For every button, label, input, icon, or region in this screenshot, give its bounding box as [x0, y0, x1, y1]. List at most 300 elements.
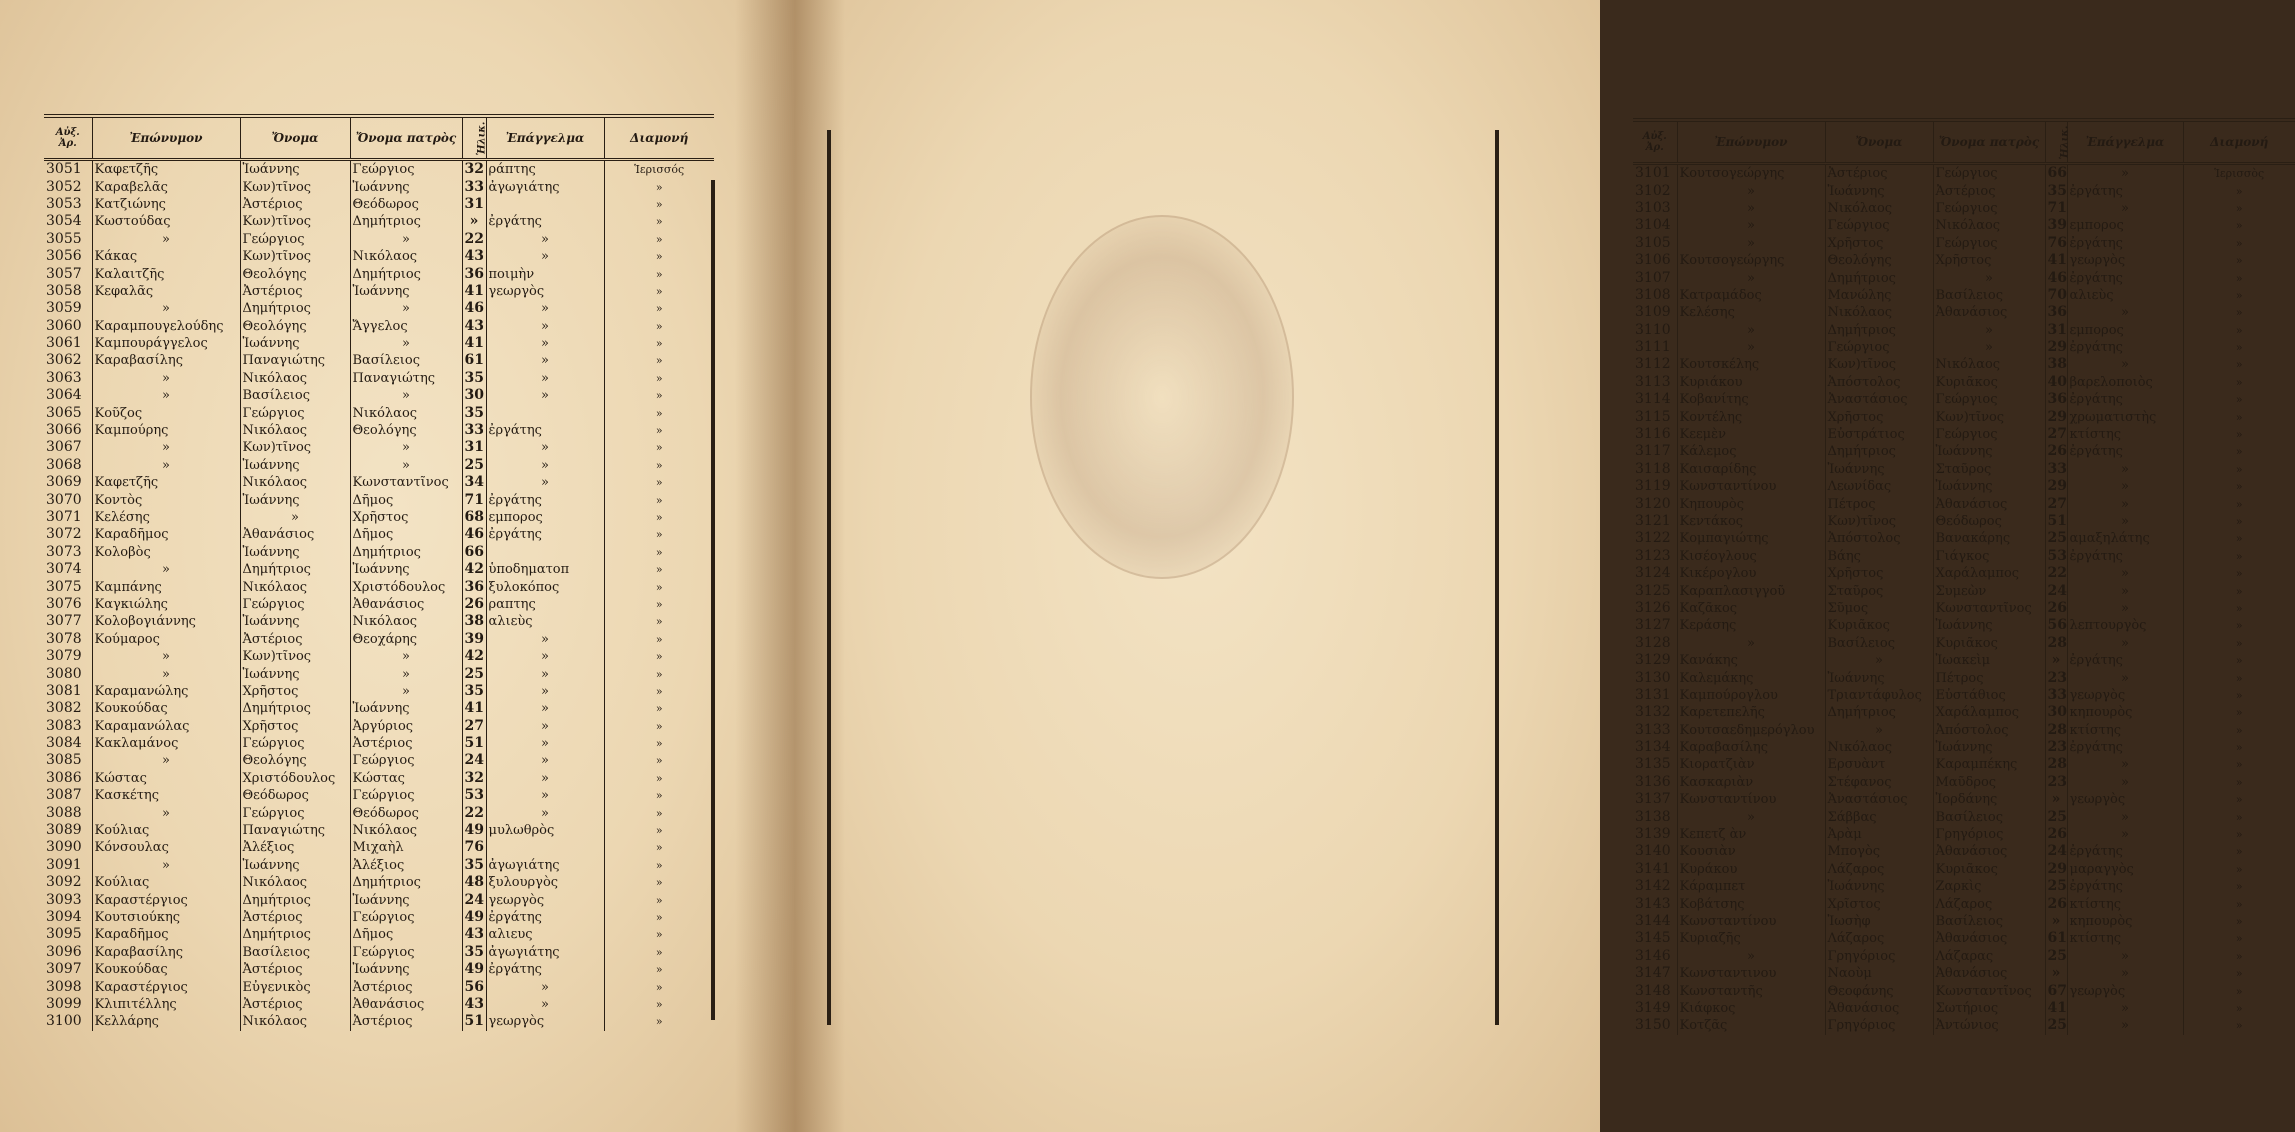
table-row: [44, 474, 714, 491]
first-name-cell: Θεολόγης: [240, 752, 350, 769]
age-cell: 51: [2045, 513, 2067, 530]
residence-cell: »: [2183, 565, 2295, 582]
table-row: [44, 213, 714, 230]
age-cell: 66: [462, 544, 486, 561]
residence-cell: »: [604, 231, 714, 248]
first-name-cell: Γεώργιος: [1825, 217, 1933, 234]
header-profession: Ἐπάγγελμα: [486, 116, 604, 160]
profession-cell: »: [486, 335, 604, 352]
profession-cell: »: [2067, 948, 2183, 965]
profession-cell: ἐργάτης: [2067, 235, 2183, 252]
residence-cell: »: [2183, 322, 2295, 339]
surname-cell: »: [1677, 339, 1825, 356]
surname-cell: Κούλιας: [92, 822, 240, 839]
record-number: 3137: [1635, 791, 1671, 808]
header-residence: Διαμονή: [2183, 120, 2295, 164]
age-cell: 33: [2045, 461, 2067, 478]
surname-cell: »: [92, 387, 240, 404]
surname-cell: »: [1677, 948, 1825, 965]
surname-cell: Κομπαγιώτης: [1677, 530, 1825, 547]
surname-cell: »: [92, 439, 240, 456]
father-name-cell: Θεόδωρος: [350, 196, 462, 213]
first-name-cell: Νικόλαος: [240, 874, 350, 891]
father-name-cell: Δῆμος: [350, 526, 462, 543]
table-row: [44, 248, 714, 265]
profession-cell: »: [2067, 304, 2183, 321]
surname-cell: Κεντάκος: [1677, 513, 1825, 530]
father-name-cell: Μαῦδρος: [1933, 774, 2045, 791]
profession-cell: ἐργάτης: [486, 909, 604, 926]
age-cell: 36: [462, 265, 486, 282]
record-number: 3101: [1635, 165, 1671, 182]
surname-cell: Καραμανώλης: [92, 683, 240, 700]
residence-cell: »: [604, 439, 714, 456]
surname-cell: Καραμανώλας: [92, 718, 240, 735]
age-cell: 24: [462, 891, 486, 908]
profession-cell: αλιεὺς: [486, 613, 604, 630]
age-cell: 41: [462, 700, 486, 717]
surname-cell: Καισαρίδης: [1677, 461, 1825, 478]
profession-cell: ξυλοκόπος: [486, 578, 604, 595]
father-name-cell: Νικόλαος: [350, 404, 462, 421]
surname-cell: »: [92, 648, 240, 665]
father-name-cell: Γεώργιος: [1933, 391, 2045, 408]
surname-cell: Καμπάνης: [92, 578, 240, 595]
first-name-cell: Ἰωάννης: [240, 491, 350, 508]
father-name-cell: »: [350, 387, 462, 404]
age-cell: 38: [462, 613, 486, 630]
residence-cell: »: [604, 857, 714, 874]
first-name-cell: »: [240, 509, 350, 526]
table-row: [1633, 200, 2295, 217]
first-name-cell: Κυριᾶκος: [1825, 617, 1933, 634]
surname-cell: Καζᾶκος: [1677, 600, 1825, 617]
profession-cell: »: [486, 370, 604, 387]
age-cell: 36: [2045, 304, 2067, 321]
profession-cell: ἐργάτης: [2067, 843, 2183, 860]
residence-cell: »: [604, 909, 714, 926]
record-number: 3143: [1635, 895, 1671, 912]
residence-cell: »: [604, 248, 714, 265]
age-cell: 42: [462, 561, 486, 578]
record-number: 3103: [1635, 199, 1671, 216]
record-number: 3061: [46, 335, 82, 352]
surname-cell: Κοτζᾶς: [1677, 1017, 1825, 1034]
table-row: [1633, 1017, 2295, 1034]
profession-cell: »: [486, 300, 604, 317]
table-row: [1633, 530, 2295, 547]
table-row: [1633, 791, 2295, 808]
record-number: 3080: [46, 665, 82, 682]
residence-cell: »: [604, 178, 714, 195]
residence-cell: »: [604, 996, 714, 1013]
record-number: 3141: [1635, 860, 1671, 877]
age-cell: »: [2045, 791, 2067, 808]
father-name-cell: »: [350, 439, 462, 456]
residence-cell: »: [604, 665, 714, 682]
surname-cell: »: [1677, 808, 1825, 825]
record-number: 3109: [1635, 304, 1671, 321]
father-name-cell: Ἀθανάσιος: [350, 996, 462, 1013]
age-cell: »: [462, 213, 486, 230]
profession-cell: [486, 404, 604, 421]
father-name-cell: Κωνσταντῖνος: [1933, 982, 2045, 999]
age-cell: »: [2045, 965, 2067, 982]
record-number: 3067: [46, 439, 82, 456]
age-cell: 29: [2045, 339, 2067, 356]
first-name-cell: Ἀθανάσιος: [1825, 1000, 1933, 1017]
profession-cell: [486, 196, 604, 213]
first-name-cell: Ἀστέριος: [240, 961, 350, 978]
first-name-cell: Ἀπόστολος: [1825, 374, 1933, 391]
profession-cell: »: [486, 978, 604, 995]
first-name-cell: Βάης: [1825, 548, 1933, 565]
profession-cell: »: [2067, 635, 2183, 652]
age-cell: 71: [462, 491, 486, 508]
age-cell: 76: [2045, 235, 2067, 252]
residence-cell: »: [604, 735, 714, 752]
table-row: [1633, 426, 2295, 443]
residence-cell: »: [2183, 826, 2295, 843]
record-number: 3146: [1635, 947, 1671, 964]
profession-cell: ράπτης: [486, 160, 604, 179]
father-name-cell: Ἀθανάσιος: [1933, 843, 2045, 860]
record-number: 3083: [46, 717, 82, 734]
surname-cell: Κυράκου: [1677, 861, 1825, 878]
record-number: 3106: [1635, 252, 1671, 269]
age-cell: 30: [462, 387, 486, 404]
first-name-cell: Ἀναστάσιος: [1825, 391, 1933, 408]
table-row: [44, 404, 714, 421]
table-row: [44, 578, 714, 595]
residence-cell: »: [2183, 478, 2295, 495]
record-number: 3079: [46, 648, 82, 665]
profession-cell: »: [2067, 461, 2183, 478]
profession-cell: ἐργάτης: [486, 422, 604, 439]
profession-cell: »: [2067, 826, 2183, 843]
record-number: 3149: [1635, 999, 1671, 1016]
table-row: [44, 160, 714, 179]
age-cell: 23: [2045, 774, 2067, 791]
table-row: [1633, 843, 2295, 860]
first-name-cell: Δημήτριος: [1825, 269, 1933, 286]
age-cell: 28: [2045, 722, 2067, 739]
residence-cell: »: [2183, 304, 2295, 321]
father-name-cell: Θεόδωρος: [350, 804, 462, 821]
surname-cell: Κολοβὸς: [92, 544, 240, 561]
table-row: [1633, 391, 2295, 408]
surname-cell: Κουτσογεώργης: [1677, 252, 1825, 269]
residence-cell: »: [604, 613, 714, 630]
father-name-cell: Εὐστάθιος: [1933, 687, 2045, 704]
table-row: [44, 178, 714, 195]
profession-cell: »: [2067, 200, 2183, 217]
father-name-cell: Νικόλαος: [1933, 217, 2045, 234]
surname-cell: »: [1677, 200, 1825, 217]
surname-cell: Κοῦζος: [92, 404, 240, 421]
age-cell: 66: [2045, 164, 2067, 183]
age-cell: »: [2045, 913, 2067, 930]
table-row: [44, 770, 714, 787]
residence-cell: »: [2183, 548, 2295, 565]
record-number: 3091: [46, 856, 82, 873]
table-row: [44, 631, 714, 648]
table-row: [1633, 356, 2295, 373]
first-name-cell: Μπογὸς: [1825, 843, 1933, 860]
table-row: [1633, 339, 2295, 356]
age-cell: 28: [2045, 756, 2067, 773]
record-number: 3105: [1635, 234, 1671, 251]
profession-cell: ἐργάτης: [486, 961, 604, 978]
table-row: [1633, 495, 2295, 512]
residence-cell: »: [604, 457, 714, 474]
record-number: 3060: [46, 317, 82, 334]
record-number: 3147: [1635, 965, 1671, 982]
age-cell: 26: [2045, 443, 2067, 460]
table-row: [44, 891, 714, 908]
father-name-cell: Βασίλειος: [1933, 913, 2045, 930]
age-cell: 27: [2045, 426, 2067, 443]
profession-cell: »: [2067, 513, 2183, 530]
record-number: 3135: [1635, 756, 1671, 773]
father-name-cell: Ἰωακεὶμ: [1933, 652, 2045, 669]
surname-cell: Κωνσταντίνου: [1677, 913, 1825, 930]
father-name-cell: Γεώργιος: [1933, 200, 2045, 217]
age-cell: 41: [462, 283, 486, 300]
header-name: Ὄνομα: [1825, 120, 1933, 164]
first-name-cell: Ἀστέριος: [240, 196, 350, 213]
father-name-cell: »: [350, 300, 462, 317]
surname-cell: »: [1677, 235, 1825, 252]
father-name-cell: Γεώργιος: [1933, 426, 2045, 443]
table-row: [44, 509, 714, 526]
residence-cell: »: [604, 874, 714, 891]
first-name-cell: Ερσυὰντ: [1825, 756, 1933, 773]
father-name-cell: Νικόλαος: [350, 248, 462, 265]
father-name-cell: Γεώργιος: [350, 909, 462, 926]
first-name-cell: Δημήτριος: [240, 926, 350, 943]
record-number: 3122: [1635, 530, 1671, 547]
age-cell: 33: [2045, 687, 2067, 704]
father-name-cell: Ἀστέριος: [350, 1013, 462, 1030]
profession-cell: ἐργάτης: [486, 213, 604, 230]
residence-cell: »: [604, 787, 714, 804]
surname-cell: Κοντὸς: [92, 491, 240, 508]
first-name-cell: Χριστόδουλος: [240, 770, 350, 787]
first-name-cell: Ἀρὰμ: [1825, 826, 1933, 843]
table-row: [44, 526, 714, 543]
record-number: 3099: [46, 995, 82, 1012]
residence-cell: »: [604, 561, 714, 578]
father-name-cell: Γεώργιος: [350, 787, 462, 804]
age-cell: 51: [462, 1013, 486, 1030]
first-name-cell: Δημήτριος: [240, 561, 350, 578]
residence-cell: »: [2183, 391, 2295, 408]
father-name-cell: Ἰωάννης: [350, 961, 462, 978]
surname-cell: Κακλαμάνος: [92, 735, 240, 752]
header-row: [44, 116, 714, 160]
profession-cell: κτίστης: [2067, 426, 2183, 443]
age-cell: 42: [462, 648, 486, 665]
record-number: 3084: [46, 735, 82, 752]
age-cell: 26: [2045, 600, 2067, 617]
surname-cell: Κασκαριὰν: [1677, 774, 1825, 791]
residence-cell: »: [2183, 287, 2295, 304]
father-name-cell: Ἰωάννης: [350, 891, 462, 908]
profession-cell: γεωργὸς: [2067, 252, 2183, 269]
father-name-cell: Κυριᾶκος: [1933, 374, 2045, 391]
father-name-cell: Ἀθανάσιος: [1933, 930, 2045, 947]
first-name-cell: Εὐγενικὸς: [240, 978, 350, 995]
surname-cell: Κυριάκου: [1677, 374, 1825, 391]
surname-cell: Καμπούρης: [92, 422, 240, 439]
table-row: [1633, 930, 2295, 947]
surname-cell: Κατζιώνης: [92, 196, 240, 213]
first-name-cell: Γεώργιος: [1825, 339, 1933, 356]
table-row: [1633, 182, 2295, 199]
record-number: 3058: [46, 282, 82, 299]
table-row: [44, 909, 714, 926]
profession-cell: »: [486, 474, 604, 491]
record-number: 3093: [46, 891, 82, 908]
residence-cell: »: [604, 683, 714, 700]
residence-cell: »: [2183, 791, 2295, 808]
father-name-cell: Γεώργιος: [350, 160, 462, 179]
age-cell: 25: [2045, 948, 2067, 965]
first-name-cell: Κων)τῖνος: [1825, 513, 1933, 530]
first-name-cell: Θεοφάνης: [1825, 982, 1933, 999]
profession-cell: ἀγωγιάτης: [486, 178, 604, 195]
age-cell: 41: [2045, 252, 2067, 269]
table-row: [44, 718, 714, 735]
father-name-cell: »: [350, 335, 462, 352]
age-cell: 35: [2045, 182, 2067, 199]
table-row: [1633, 965, 2295, 982]
residence-cell: »: [604, 318, 714, 335]
left-page: [0, 0, 795, 1132]
record-number: 3132: [1635, 704, 1671, 721]
record-number: 3089: [46, 822, 82, 839]
profession-cell: κηπουρὸς: [2067, 913, 2183, 930]
surname-cell: Κουκούδας: [92, 961, 240, 978]
father-name-cell: Ἀθανάσιος: [1933, 965, 2045, 982]
first-name-cell: Ἰωάννης: [240, 544, 350, 561]
first-name-cell: Βασίλειος: [240, 944, 350, 961]
record-number: 3086: [46, 769, 82, 786]
first-name-cell: Ἀστέριος: [240, 283, 350, 300]
surname-cell: »: [92, 561, 240, 578]
first-name-cell: Στέφανος: [1825, 774, 1933, 791]
residence-cell: »: [604, 578, 714, 595]
header-father: Ὄνομα πατρὸς: [1933, 120, 2045, 164]
table-row: [44, 283, 714, 300]
profession-cell: »: [486, 683, 604, 700]
age-cell: 25: [2045, 1017, 2067, 1034]
record-number: 3094: [46, 908, 82, 925]
table-row: [44, 491, 714, 508]
residence-cell: »: [2183, 182, 2295, 199]
table-row: [44, 683, 714, 700]
residence-cell: »: [2183, 930, 2295, 947]
table-row: [1633, 861, 2295, 878]
residence-cell: »: [604, 822, 714, 839]
header-row: [1633, 120, 2295, 164]
father-name-cell: Ἄγγελος: [350, 318, 462, 335]
record-number: 3069: [46, 474, 82, 491]
first-name-cell: Ἰωάννης: [240, 335, 350, 352]
father-name-cell: Ἰωάννης: [350, 283, 462, 300]
first-name-cell: Ἰωσὴφ: [1825, 913, 1933, 930]
first-name-cell: Θεόδωρος: [240, 787, 350, 804]
table-row: [44, 318, 714, 335]
profession-cell: »: [486, 718, 604, 735]
record-number: 3078: [46, 630, 82, 647]
residence-cell: »: [604, 544, 714, 561]
first-name-cell: Γρηγόριος: [1825, 1017, 1933, 1034]
profession-cell: εμπορος: [2067, 217, 2183, 234]
first-name-cell: Χρῆστος: [1825, 408, 1933, 425]
age-cell: 68: [462, 509, 486, 526]
father-name-cell: Θεοχάρης: [350, 631, 462, 648]
age-cell: 26: [462, 596, 486, 613]
record-number: 3076: [46, 595, 82, 612]
father-name-cell: Λάζαρας: [1933, 948, 2045, 965]
table-row: [1633, 808, 2295, 825]
profession-cell: »: [2067, 965, 2183, 982]
residence-cell: »: [2183, 513, 2295, 530]
record-number: 3129: [1635, 652, 1671, 669]
first-name-cell: Εὐστράτιος: [1825, 426, 1933, 443]
residence-cell: »: [604, 491, 714, 508]
left-register-table: [44, 114, 714, 1031]
record-number: 3100: [46, 1013, 82, 1030]
table-row: [1633, 774, 2295, 791]
profession-cell: κτίστης: [2067, 895, 2183, 912]
profession-cell: γεωργὸς: [486, 891, 604, 908]
residence-cell: »: [2183, 617, 2295, 634]
surname-cell: »: [1677, 269, 1825, 286]
father-name-cell: Καραμπέκης: [1933, 756, 2045, 773]
table-row: [44, 787, 714, 804]
table-row: [1633, 617, 2295, 634]
age-cell: 24: [462, 752, 486, 769]
age-cell: 61: [2045, 930, 2067, 947]
father-name-cell: Θεολόγης: [350, 422, 462, 439]
first-name-cell: Μανώλης: [1825, 287, 1933, 304]
profession-cell: »: [486, 735, 604, 752]
age-cell: 31: [462, 196, 486, 213]
father-name-cell: Ἀστέριος: [350, 978, 462, 995]
first-name-cell: Ἀστέριος: [240, 996, 350, 1013]
age-cell: 33: [462, 178, 486, 195]
age-cell: 41: [2045, 1000, 2067, 1017]
record-number: 3139: [1635, 826, 1671, 843]
surname-cell: Καλεμάκης: [1677, 669, 1825, 686]
father-name-cell: Χαράλαμπος: [1933, 704, 2045, 721]
father-name-cell: Ἰορδάνης: [1933, 791, 2045, 808]
record-number: 3107: [1635, 269, 1671, 286]
profession-cell: ἐργάτης: [2067, 443, 2183, 460]
surname-cell: Κάκας: [92, 248, 240, 265]
record-number: 3082: [46, 700, 82, 717]
record-number: 3123: [1635, 547, 1671, 564]
age-cell: 32: [462, 160, 486, 179]
first-name-cell: Κων)τῖνος: [240, 178, 350, 195]
table-row: [44, 700, 714, 717]
first-name-cell: Ἰωάννης: [1825, 461, 1933, 478]
table-row: [44, 926, 714, 943]
first-name-cell: Ἰωάννης: [1825, 182, 1933, 199]
